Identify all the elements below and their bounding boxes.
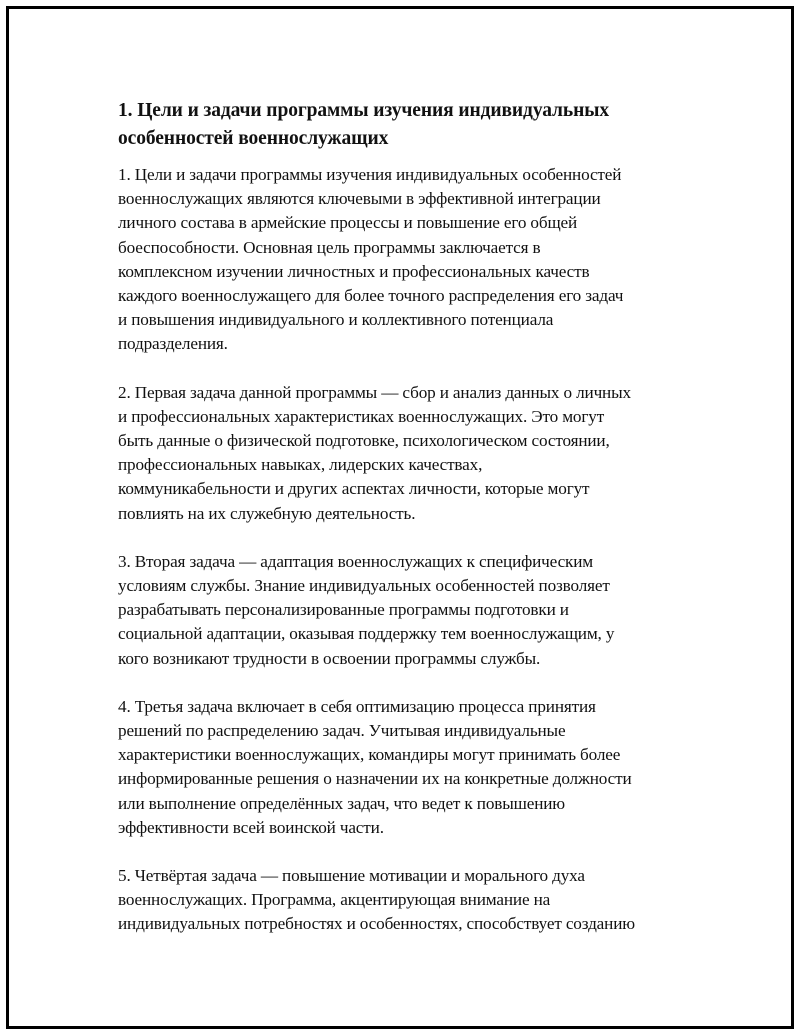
paragraph-4	[118, 695, 708, 840]
paragraph-line: профессиональных навыках, лидерских качествах,	[118, 455, 483, 475]
paragraph-line: 5. Четвёртая задача — повышение мотивации и морального духа	[118, 866, 585, 886]
paragraph-line: характеристики военнослужащих, командиры могут принимать более	[118, 745, 621, 765]
document-body	[118, 97, 708, 961]
paragraph-line: 3. Вторая задача — адаптация военнослужащих к специфическим	[118, 551, 594, 571]
title-line-1: 1. Цели и задачи программы изучения индивидуальных	[118, 100, 609, 121]
title-line-2: особенностей военнослужащих	[118, 128, 389, 149]
paragraph-line: решений по распределению задач. Учитывая индивидуальные	[118, 721, 566, 741]
paragraph-line: военнослужащих являются ключевыми в эффективной интеграции	[118, 189, 601, 209]
paragraph-line: условиям службы. Знание индивидуальных особенностей позволяет	[118, 576, 610, 596]
paragraph-1	[118, 163, 708, 357]
paragraph-line: 2. Первая задача данной программы — сбор и анализ данных о личных	[118, 382, 631, 402]
paragraph-line: комплексном изучении личностных и профессиональных качеств	[118, 261, 590, 281]
document-title	[118, 97, 708, 153]
paragraph-3	[118, 550, 708, 671]
paragraph-line: быть данные о физической подготовке, психологическом состоянии,	[118, 431, 610, 451]
paragraph-line: социальной адаптации, оказывая поддержку тем военнослужащим, у	[118, 624, 615, 644]
paragraph-line: разрабатывать персонализированные программы подготовки и	[118, 600, 569, 620]
paragraph-line: 1. Цели и задачи программы изучения индивидуальных особенностей	[118, 165, 622, 184]
paragraph-line: кого возникают трудности в освоении программы службы.	[118, 648, 541, 668]
page-frame	[6, 6, 794, 1029]
paragraph-line: каждого военнослужащего для более точного распределения его задач	[118, 286, 624, 306]
paragraph-line: информированные решения о назначении их на конкретные должности	[118, 769, 632, 789]
paragraph-line: эффективности всей воинской части.	[118, 817, 384, 837]
paragraph-5	[118, 864, 708, 937]
paragraph-line: коммуникабельности и других аспектах личности, которые могут	[118, 479, 590, 499]
paragraph-line: повлиять на их служебную деятельность.	[118, 503, 416, 523]
paragraph-2	[118, 381, 708, 526]
paragraph-line: личного состава в армейские процессы и повышение его общей	[118, 213, 578, 233]
paragraph-line: боеспособности. Основная цель программы заключается в	[118, 237, 541, 257]
paragraph-line: или выполнение определённых задач, что ведет к повышению	[118, 793, 565, 813]
paragraph-line: индивидуальных потребностях и особенностях, способствует созданию	[118, 914, 635, 934]
paragraph-line: подразделения.	[118, 334, 228, 354]
paragraph-line: военнослужащих. Программа, акцентирующая внимание на	[118, 890, 551, 910]
paragraph-line: и профессиональных характеристиках военнослужащих. Это могут	[118, 406, 605, 426]
paragraph-line: 4. Третья задача включает в себя оптимизацию процесса принятия	[118, 696, 596, 716]
paragraph-line: и повышения индивидуального и коллективного потенциала	[118, 310, 554, 330]
